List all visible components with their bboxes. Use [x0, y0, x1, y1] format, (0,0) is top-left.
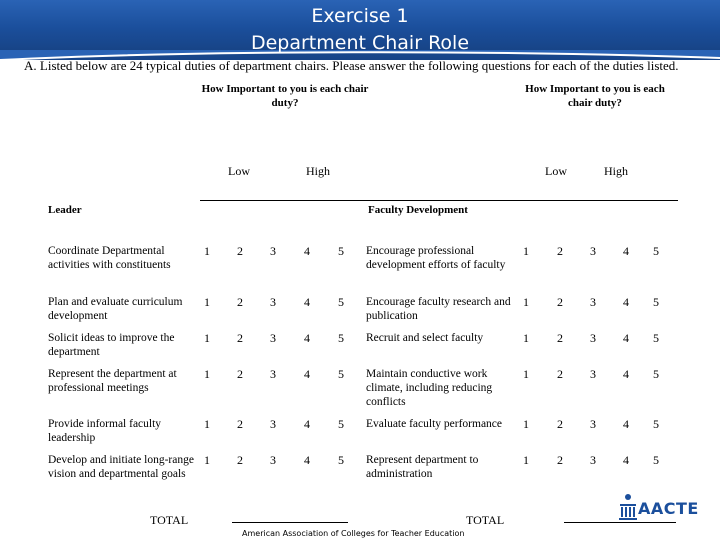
total-line-left[interactable] — [232, 522, 348, 523]
rating-option-left[interactable]: 2 — [237, 295, 243, 309]
footer-text: American Association of Colleges for Teacher Education — [242, 529, 465, 538]
rating-option-right[interactable]: 3 — [590, 244, 596, 258]
duty-item-right: Recruit and select faculty — [366, 332, 484, 344]
divider-line — [200, 200, 678, 201]
rating-option-right[interactable]: 4 — [623, 453, 629, 467]
rating-option-left[interactable]: 1 — [204, 295, 210, 309]
rating-option-right[interactable]: 5 — [653, 367, 659, 381]
aacte-logo — [618, 492, 718, 526]
rating-option-right[interactable]: 5 — [653, 244, 659, 258]
building-icon — [618, 492, 638, 522]
rating-option-left[interactable]: 5 — [338, 331, 344, 345]
column-head-left: How Important to you is each chair duty? — [201, 83, 369, 109]
rating-option-right[interactable]: 5 — [653, 417, 659, 431]
rating-option-right[interactable]: 4 — [623, 417, 629, 431]
rating-option-left[interactable]: 5 — [338, 244, 344, 258]
rating-option-right[interactable]: 4 — [623, 367, 629, 381]
rating-option-right[interactable]: 4 — [623, 244, 629, 258]
rating-option-right[interactable]: 4 — [623, 295, 629, 309]
intro-text: A. Listed below are 24 typical duties of department chairs. Please answer the following questions for each of the duties listed. — [24, 58, 679, 73]
rating-option-left[interactable]: 3 — [270, 331, 276, 345]
rating-option-right[interactable]: 2 — [557, 417, 563, 431]
duty-item-left: Solicit ideas to improve the department — [48, 332, 175, 358]
rating-option-left[interactable]: 3 — [270, 367, 276, 381]
rating-option-left[interactable]: 4 — [304, 244, 310, 258]
rating-option-left[interactable]: 1 — [204, 417, 210, 431]
scale-low-right: Low — [545, 164, 567, 178]
scale-high-right: High — [604, 164, 628, 178]
duty-item-left: Provide informal faculty leadership — [48, 418, 162, 444]
page-title: Exercise 1 — [311, 5, 409, 27]
rating-option-right[interactable]: 1 — [523, 331, 529, 345]
duty-item-right: Represent department to administration — [366, 454, 479, 480]
rating-option-right[interactable]: 5 — [653, 331, 659, 345]
rating-option-left[interactable]: 1 — [204, 453, 210, 467]
section-faculty-development: Faculty Development — [368, 204, 468, 216]
rating-option-left[interactable]: 1 — [204, 367, 210, 381]
rating-option-right[interactable]: 2 — [557, 331, 563, 345]
rating-option-right[interactable]: 1 — [523, 417, 529, 431]
total-label-right: TOTAL — [466, 513, 505, 527]
rating-option-right[interactable]: 3 — [590, 331, 596, 345]
duty-item-right: Encourage professional development efforts of faculty — [366, 245, 506, 271]
duty-item-left: Represent the department at professional meetings — [48, 368, 177, 394]
duty-item-right: Evaluate faculty performance — [366, 418, 503, 430]
duty-item-right: Maintain conductive work climate, including reducing conflicts — [366, 368, 493, 408]
rating-option-left[interactable]: 5 — [338, 453, 344, 467]
rating-option-left[interactable]: 3 — [270, 417, 276, 431]
duty-item-left: Develop and initiate long-range vision and departmental goals — [48, 454, 194, 480]
rating-option-left[interactable]: 3 — [270, 453, 276, 467]
logo-text: AACTE — [638, 499, 699, 518]
rating-option-left[interactable]: 2 — [237, 367, 243, 381]
rating-option-right[interactable]: 4 — [623, 331, 629, 345]
rating-option-left[interactable]: 3 — [270, 295, 276, 309]
rating-option-right[interactable]: 3 — [590, 295, 596, 309]
rating-option-left[interactable]: 1 — [204, 331, 210, 345]
section-leader: Leader — [48, 204, 82, 216]
rating-option-left[interactable]: 2 — [237, 417, 243, 431]
rating-option-right[interactable]: 5 — [653, 295, 659, 309]
rating-option-right[interactable]: 2 — [557, 367, 563, 381]
rating-option-right[interactable]: 2 — [557, 244, 563, 258]
rating-option-left[interactable]: 5 — [338, 295, 344, 309]
rating-option-left[interactable]: 4 — [304, 367, 310, 381]
rating-option-right[interactable]: 1 — [523, 367, 529, 381]
rating-option-right[interactable]: 3 — [590, 367, 596, 381]
page-subtitle: Department Chair Role — [250, 32, 470, 54]
scale-low-left: Low — [228, 164, 250, 178]
rating-option-right[interactable]: 1 — [523, 295, 529, 309]
rating-option-right[interactable]: 1 — [523, 453, 529, 467]
rating-option-right[interactable]: 3 — [590, 453, 596, 467]
column-head-right: How Important to you is each chair duty? — [525, 83, 665, 109]
duty-item-right: Encourage faculty research and publication — [366, 296, 511, 322]
rating-option-left[interactable]: 2 — [237, 453, 243, 467]
rating-option-left[interactable]: 4 — [304, 295, 310, 309]
rating-option-left[interactable]: 2 — [237, 331, 243, 345]
rating-option-right[interactable]: 2 — [557, 295, 563, 309]
rating-option-right[interactable]: 2 — [557, 453, 563, 467]
rating-option-left[interactable]: 4 — [304, 331, 310, 345]
duty-item-left: Plan and evaluate curriculum development — [48, 296, 183, 322]
total-label-left: TOTAL — [150, 513, 189, 527]
rating-option-left[interactable]: 1 — [204, 244, 210, 258]
rating-option-right[interactable]: 3 — [590, 417, 596, 431]
rating-option-left[interactable]: 4 — [304, 453, 310, 467]
rating-option-right[interactable]: 5 — [653, 453, 659, 467]
duty-item-left: Coordinate Departmental activities with constituents — [48, 245, 171, 271]
rating-option-right[interactable]: 1 — [523, 244, 529, 258]
rating-option-left[interactable]: 4 — [304, 417, 310, 431]
scale-high-left: High — [306, 164, 330, 178]
rating-option-left[interactable]: 3 — [270, 244, 276, 258]
rating-option-left[interactable]: 5 — [338, 367, 344, 381]
rating-option-left[interactable]: 5 — [338, 417, 344, 431]
rating-option-left[interactable]: 2 — [237, 244, 243, 258]
